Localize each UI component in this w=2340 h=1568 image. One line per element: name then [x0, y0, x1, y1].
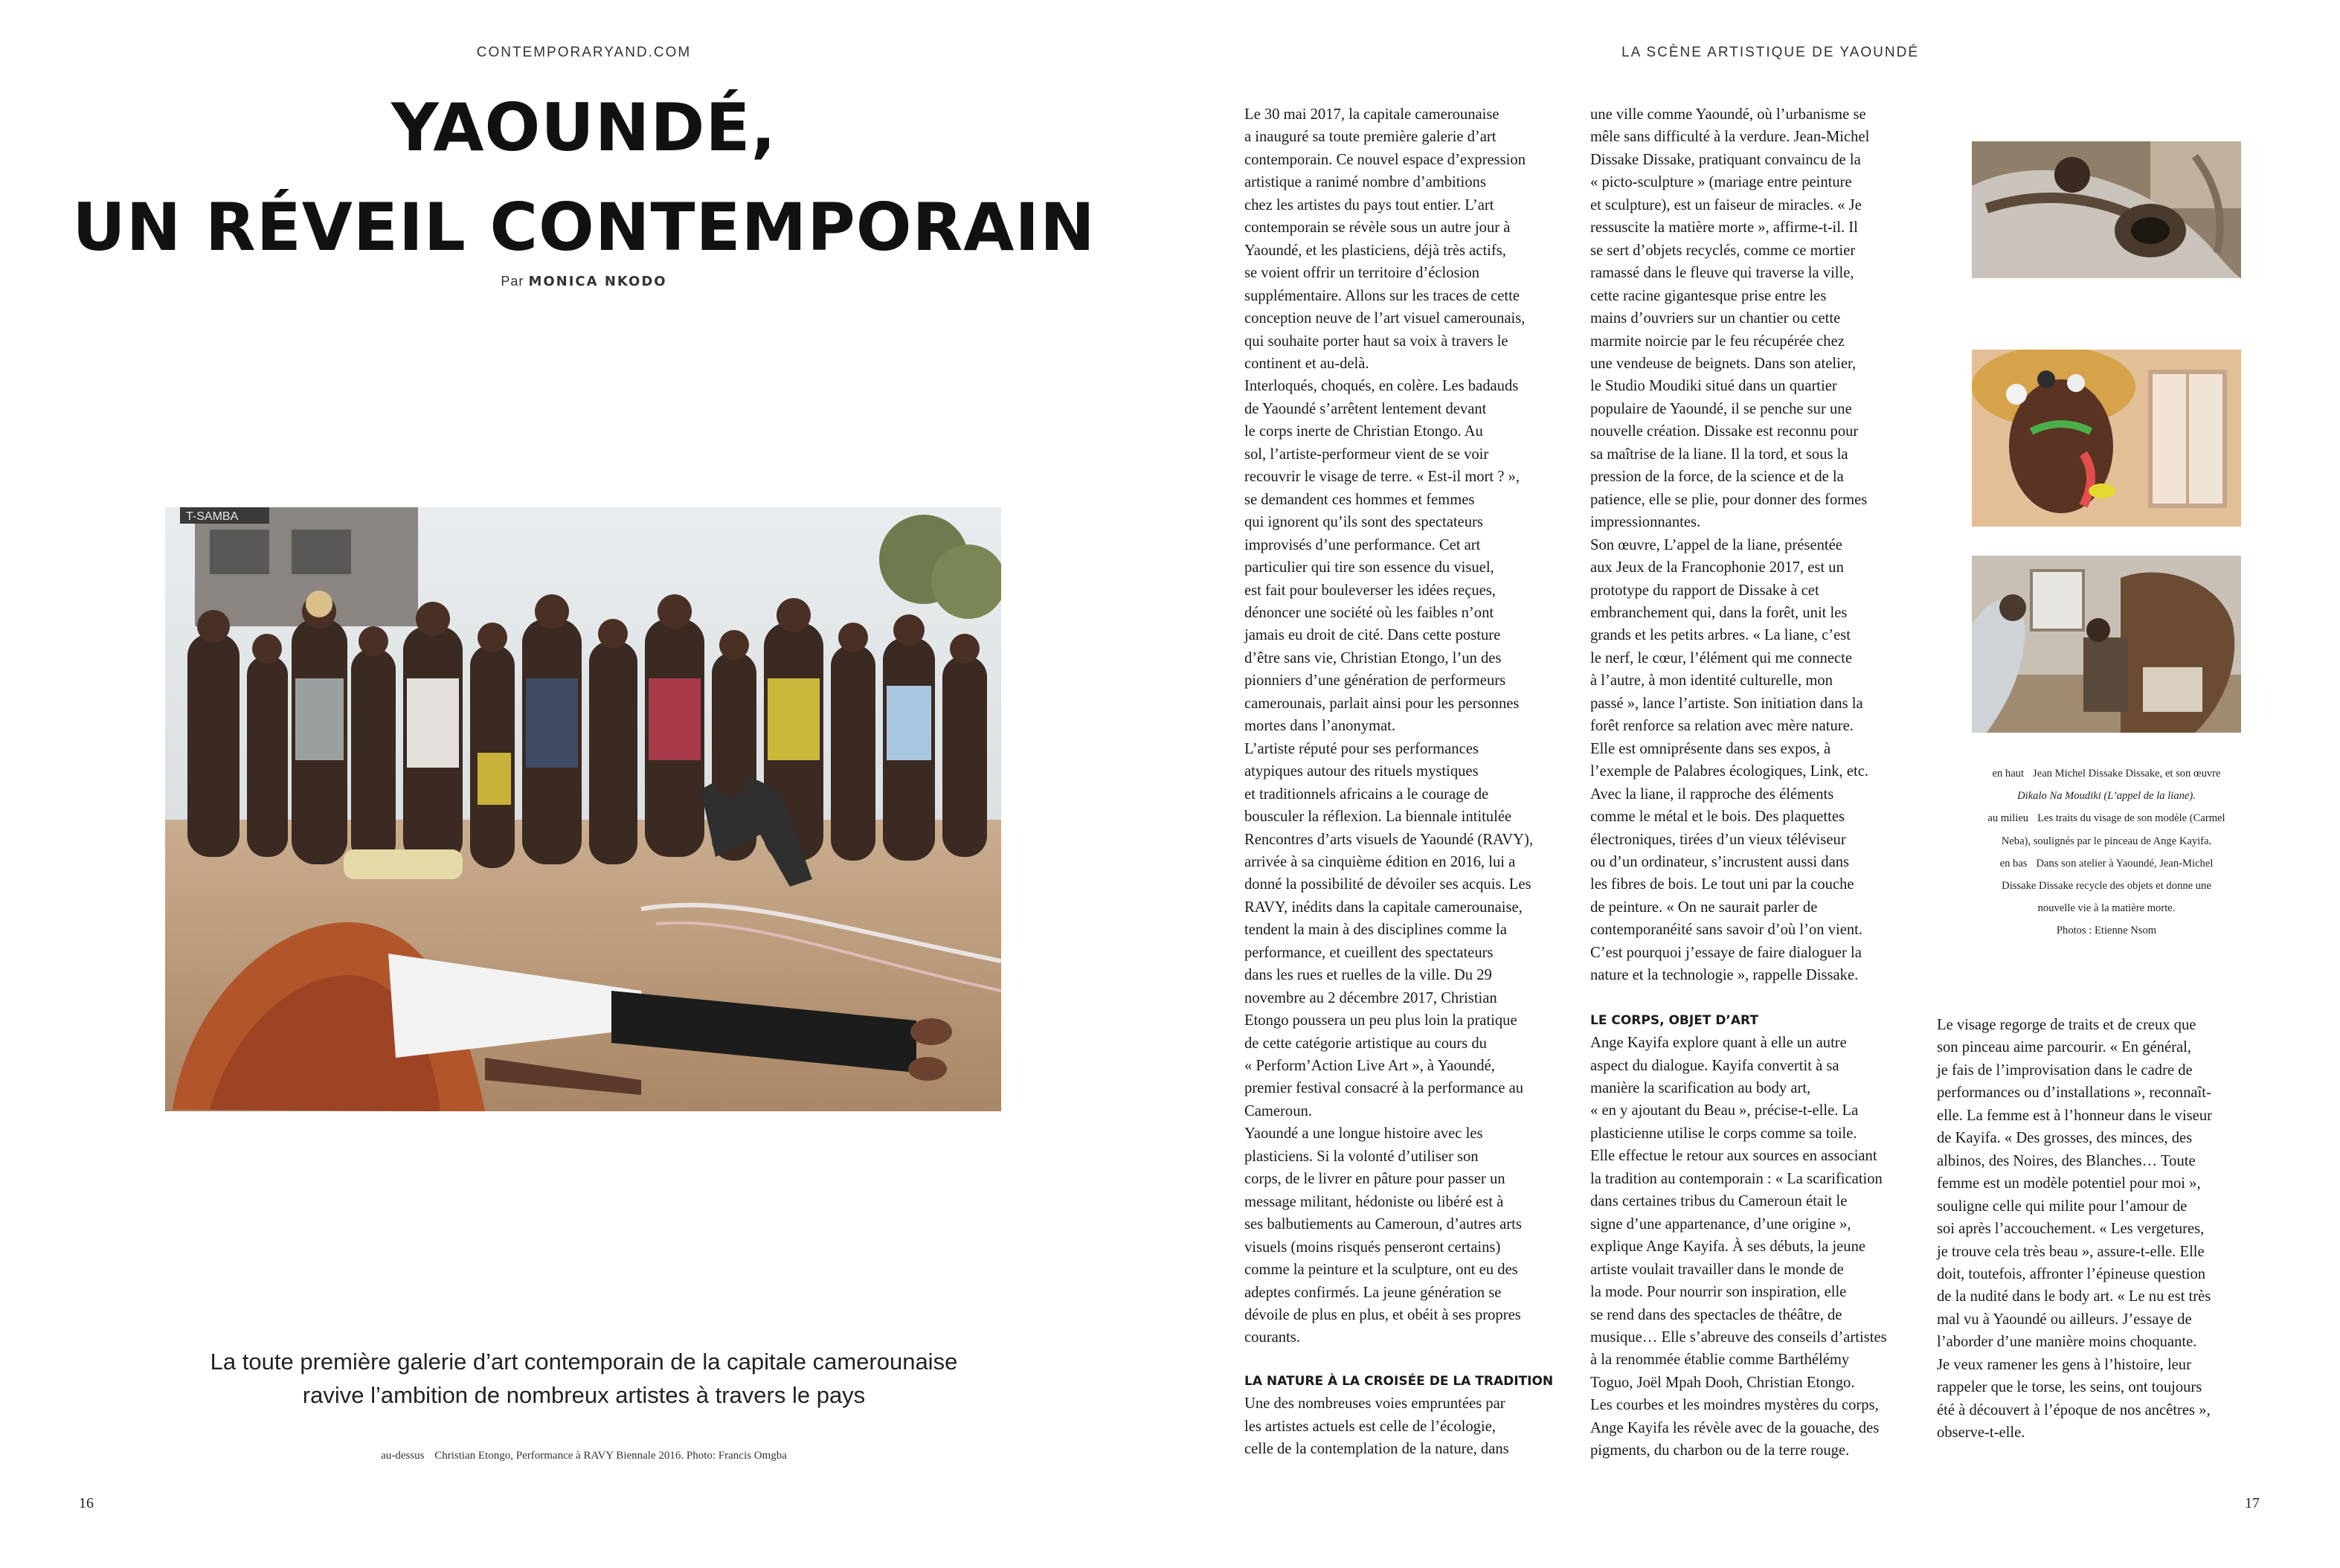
- text-line: RAVY, inédits dans la capitale camerounaise,: [1244, 899, 1523, 916]
- caption-middle-label: au milieu: [1987, 812, 2029, 825]
- text-line: performance, et cueillent des spectateurs: [1244, 944, 1494, 961]
- text-line: embranchement qui, dans la forêt, unit les: [1590, 604, 1848, 621]
- text-line: se voient offrir un territoire d’éclosion: [1244, 265, 1479, 282]
- col1-body: [1244, 103, 1587, 1349]
- caption-bottom-text: Dans son atelier à Yaoundé, Jean-Michel: [2036, 857, 2214, 870]
- caption-text: Christian Etongo, Performance à RAVY Biennale 2016. Photo: Francis Omgba: [434, 1450, 787, 1462]
- text-line: à la renommée établie comme Barthélémy: [1590, 1352, 1850, 1369]
- text-line: ramassé dans le fleuve qui traverse la ville,: [1590, 265, 1854, 282]
- painted-face-illustration: [1972, 350, 2241, 527]
- text-line: passé », lance l’artiste. Son initiation dans la: [1590, 695, 1863, 712]
- caption-top-text-2: Dikalo Na Moudiki (L’appel de la liane).: [2017, 790, 2196, 803]
- heading-corps: LE CORPS, OBJET D’ART: [1590, 1012, 1758, 1028]
- text-line: la tradition au contemporain : « La scarification: [1590, 1170, 1883, 1187]
- text-line: dénoncer une société où les faibles n’ont: [1244, 604, 1494, 621]
- side-photo-top: [1972, 141, 2241, 278]
- text-line: Je veux ramener les gens à l’histoire, leur: [1937, 1356, 2191, 1373]
- text-line: qui ignorent qu’ils sont des spectateurs: [1244, 514, 1483, 531]
- text-line: performances ou d’installations », reconnaît-: [1937, 1085, 2211, 1102]
- text-line: elle. La femme est à l’honneur dans le viseur: [1937, 1107, 2212, 1124]
- text-line: a inauguré sa toute première galerie d’art: [1244, 129, 1497, 146]
- text-line: rappeler que le torse, les seins, ont toujours: [1937, 1379, 2202, 1396]
- page-number-left: 16: [79, 1495, 94, 1511]
- caption-middle-text-2: Neba), soulignés par le pinceau de Ange Kayifa.: [2001, 835, 2212, 847]
- text-line: le Studio Moudiki situé dans un quartier: [1590, 378, 1837, 395]
- text-line: forêt renforce sa relation avec mère nature.: [1590, 718, 1854, 735]
- text-line: Ange Kayifa explore quant à elle un autre: [1590, 1035, 1847, 1052]
- running-head-left: CONTEMPORARYAND.COM: [476, 45, 692, 60]
- caption-bottom-label: en bas: [1999, 857, 2028, 870]
- text-line: mains d’ouvriers sur un chantier ou cette: [1590, 310, 1841, 327]
- text-line: Elle est omniprésente dans ses expos, à: [1590, 740, 1831, 757]
- text-line: signe d’une appartenance, d’une origine »,: [1590, 1215, 1851, 1233]
- deck-line-1: La toute première galerie d’art contemporain de la capitale camerounaise: [210, 1349, 958, 1375]
- text-line: de Kayifa. « Des grosses, des minces, des: [1937, 1130, 2193, 1147]
- text-line: l’aborder d’une manière moins choquante.: [1937, 1334, 2197, 1351]
- column-3: [1937, 1014, 2286, 1445]
- text-line: femme est un modèle potentiel pour moi »,: [1937, 1175, 2201, 1192]
- text-line: celle de la contemplation de la nature, dans: [1244, 1441, 1509, 1458]
- text-line: jamais eu droit de cité. Dans cette posture: [1244, 627, 1501, 644]
- text-line: Ange Kayifa les révèle avec de la gouache, des: [1590, 1419, 1880, 1436]
- text-line: soi après l’accouchement. « Les vergetures,: [1937, 1221, 2205, 1238]
- main-photo-performance: [165, 507, 1001, 1111]
- byline: [0, 274, 1168, 289]
- text-line: nouvelle création. Dissake est reconnu pour: [1590, 423, 1859, 440]
- text-line: se sert d’objets recyclés, comme ce mortier: [1590, 242, 1856, 259]
- text-line: Les courbes et les moindres mystères du corps,: [1590, 1397, 1879, 1414]
- text-line: aux Jeux de la Francophonie 2017, est un: [1590, 559, 1844, 576]
- text-line: le corps inerte de Christian Etongo. Au: [1244, 423, 1483, 440]
- text-line: se demandent ces hommes et femmes: [1244, 491, 1475, 508]
- text-line: Une des nombreuses voies empruntées par: [1244, 1395, 1505, 1413]
- text-line: à l’autre, à mon identité culturelle, mon: [1590, 672, 1833, 690]
- text-line: contemporanéité sans savoir d’où l’on vient.: [1590, 922, 1863, 939]
- caption-top-label: en haut: [1992, 768, 2025, 780]
- col2-body: [1590, 103, 1932, 987]
- text-line: supplémentaire. Allons sur les traces de cette: [1244, 287, 1520, 304]
- text-line: l’exemple de Palabres écologiques, Link, etc.: [1590, 763, 1868, 780]
- caption-bottom-text-2: Dissake Dissake recycle des objets et donne une: [2002, 880, 2211, 893]
- text-line: son pinceau aime parcourir. « En général,: [1937, 1039, 2191, 1056]
- sculpture-illustration: [1972, 141, 2241, 278]
- text-line: bousculer la réflexion. La biennale intitulée: [1244, 809, 1512, 826]
- text-line: Elle effectue le retour aux sources en associant: [1590, 1148, 1877, 1165]
- atelier-illustration: [1972, 556, 2241, 733]
- text-line: d’être sans vie, Christian Etongo, l’un des: [1244, 649, 1502, 666]
- text-line: populaire de Yaoundé, il se penche sur une: [1590, 400, 1852, 417]
- text-line: comme la peinture et la sculpture, ont eu des: [1244, 1262, 1518, 1279]
- performance-illustration: [165, 507, 1001, 1111]
- side-photo-middle: [1972, 350, 2241, 527]
- text-line: Son œuvre, L’appel de la liane, présentée: [1590, 536, 1842, 553]
- text-line: Interloqués, choqués, en colère. Les badauds: [1244, 378, 1519, 395]
- text-line: Avec la liane, il rapproche des éléments: [1590, 785, 1834, 803]
- text-line: mêle sans difficulté à la verdure. Jean-Michel: [1590, 129, 1870, 146]
- col1-after: [1244, 1392, 1587, 1460]
- article-title: [0, 78, 1168, 277]
- title-line-2: UN RÉVEIL CONTEMPORAIN: [72, 189, 1096, 266]
- text-line: courants.: [1244, 1329, 1300, 1346]
- running-head-right: LA SCÈNE ARTISTIQUE DE YAOUNDÉ: [1621, 45, 1919, 60]
- text-line: Le 30 mai 2017, la capitale camerounaise: [1244, 106, 1500, 123]
- caption-label: au-dessus: [381, 1450, 425, 1462]
- text-line: Le visage regorge de traits et de creux que: [1937, 1017, 2196, 1033]
- text-line: recouvrir le visage de terre. « Est-il mort ? »,: [1244, 469, 1520, 486]
- text-line: se rend dans des spectacles de théâtre, de: [1590, 1306, 1842, 1323]
- text-line: aspect du dialogue. Kayifa convertit à sa: [1590, 1057, 1839, 1074]
- text-line: cette racine gigantesque prise entre les: [1590, 287, 1827, 304]
- text-line: ou d’un ordinateur, s’incrustent aussi dans: [1590, 853, 1850, 870]
- text-line: comme le métal et le bois. Des plaquettes: [1590, 809, 1845, 826]
- text-line: artistique a ranimé nombre d’ambitions: [1244, 174, 1486, 191]
- text-line: arrivée à sa cinquième édition en 2016, lui a: [1244, 853, 1516, 870]
- page-number-right: 17: [2245, 1495, 2260, 1511]
- text-line: corps, de le livrer en pâture pour passer un: [1244, 1171, 1505, 1188]
- text-line: mal vu à Yaoundé ou ailleurs. J’essaye de: [1937, 1311, 2192, 1328]
- text-line: albinos, des Noires, des Blanches… Toute: [1937, 1152, 2196, 1169]
- text-line: Toguo, Joël Mpah Dooh, Christian Etongo.: [1590, 1374, 1855, 1391]
- text-line: plasticienne utilise le corps comme sa toile.: [1590, 1125, 1857, 1142]
- text-line: une vendeuse de beignets. Dans son atelier,: [1590, 355, 1857, 372]
- col3-body: [1937, 1014, 2286, 1445]
- text-line: plasticiens. Si la volonté d’utiliser son: [1244, 1148, 1479, 1165]
- text-line: Dissake Dissake, pratiquant convaincu de la: [1590, 151, 1861, 168]
- text-line: grands et les petits arbres. « La liane, c’est: [1590, 627, 1851, 644]
- text-line: Yaoundé, et les plasticiens, déjà très actifs,: [1244, 242, 1506, 259]
- text-line: particulier qui tire son essence du visuel,: [1244, 559, 1494, 576]
- text-line: de cette catégorie artistique au cours du: [1244, 1035, 1487, 1052]
- text-line: atypiques autour des rituels mystiques: [1244, 763, 1479, 780]
- text-line: observe-t-elle.: [1937, 1424, 2025, 1442]
- text-line: souligne celle qui milite pour l’amour de: [1937, 1198, 2188, 1215]
- text-line: visuels (moins risqués penseront certains): [1244, 1238, 1501, 1256]
- text-line: sol, l’artiste-performeur vient de se voir: [1244, 446, 1489, 463]
- text-line: nature et la technologie », rappelle Dissake.: [1590, 967, 1859, 984]
- text-line: ses balbutiements au Cameroun, d’autres arts: [1244, 1216, 1522, 1233]
- text-line: adeptes confirmés. La jeune génération se: [1244, 1284, 1502, 1301]
- text-line: continent et au-delà.: [1244, 355, 1369, 372]
- text-line: conception neuve de l’art visuel camerounais,: [1244, 310, 1526, 327]
- text-line: Cameroun.: [1244, 1102, 1312, 1119]
- text-line: les fibres de bois. Le tout uni par la couche: [1590, 876, 1854, 893]
- text-line: mortes dans l’anonymat.: [1244, 718, 1396, 735]
- text-line: musique… Elle s’abreuve des conseils d’artistes: [1590, 1329, 1887, 1346]
- text-line: premier festival consacré à la performance au: [1244, 1080, 1524, 1097]
- text-line: tendent la main à des disciplines comme la: [1244, 922, 1507, 939]
- text-line: « Perform’Action Live Art », à Yaoundé,: [1244, 1058, 1495, 1075]
- text-line: Rencontres d’arts visuels de Yaoundé (RAVY),: [1244, 831, 1533, 848]
- text-line: le nerf, le cœur, l’élément qui me connecte: [1590, 649, 1852, 666]
- text-line: pigments, du charbon ou de la terre rouge.: [1590, 1442, 1850, 1459]
- text-line: chez les artistes du pays tout entier. L’art: [1244, 196, 1494, 213]
- text-line: et traditionnels africains a le courage de: [1244, 785, 1489, 803]
- text-line: Yaoundé a une longue histoire avec les: [1244, 1125, 1483, 1143]
- deck-line-2: ravive l’ambition de nombreux artistes à travers le pays: [302, 1382, 866, 1408]
- text-line: message militant, hédoniste ou libéré est à: [1244, 1193, 1504, 1210]
- text-line: camerounais, parlait ainsi pour les personnes: [1244, 695, 1520, 712]
- text-line: doit, toutefois, affronter l’épineuse question: [1937, 1265, 2206, 1282]
- column-1: [1244, 103, 1587, 1461]
- text-line: « picto-sculpture » (mariage entre peinture: [1590, 174, 1852, 191]
- text-line: explique Ange Kayifa. À ses débuts, la jeune: [1590, 1238, 1866, 1256]
- byline-author: MONICA NKODO: [528, 274, 667, 289]
- text-line: prototype du rapport de Dissake à cet: [1590, 582, 1819, 599]
- text-line: contemporain se révèle sous un autre jour à: [1244, 219, 1511, 237]
- text-line: je fais de l’improvisation dans le cadre de: [1937, 1061, 2193, 1079]
- byline-prefix: Par: [501, 274, 524, 289]
- text-line: été à découvert à l’époque de nos ancêtres »,: [1937, 1401, 2211, 1418]
- heading-nature: LA NATURE À LA CROISÉE DE LA TRADITION: [1244, 1373, 1554, 1389]
- text-line: de la nudité dans le body art. « Le nu est très: [1937, 1288, 2211, 1305]
- text-line: impressionnantes.: [1590, 514, 1701, 531]
- text-line: Etongo poussera un peu plus loin la pratique: [1244, 1012, 1517, 1029]
- text-line: dévoile de plus en plus, et obéit à ses propres: [1244, 1307, 1521, 1324]
- col2-after: [1590, 1032, 1932, 1462]
- text-line: je trouve cela très beau », assure-t-elle. Elle: [1937, 1243, 2205, 1260]
- text-line: L’artiste réputé pour ses performances: [1244, 740, 1479, 757]
- text-line: pression de la force, de la science et de la: [1590, 469, 1844, 486]
- text-line: est fait pour bouleverser les idées reçues,: [1244, 582, 1496, 599]
- text-line: « en y ajoutant du Beau », précise-t-elle. La: [1590, 1102, 1859, 1119]
- text-line: et sculpture), est un faiseur de miracles. « Je: [1590, 196, 1862, 213]
- text-line: de peinture. « On ne saurait parler de: [1590, 899, 1818, 916]
- photo-sign-text: T-SAMBA: [186, 510, 239, 523]
- text-line: sa maîtrise de la liane. Il la tord, et sous la: [1590, 446, 1848, 463]
- text-line: qui souhaite porter haut sa voix à travers le: [1244, 332, 1508, 350]
- caption-bottom: [1934, 852, 2279, 875]
- text-line: la mode. Pour nourrir son inspiration, elle: [1590, 1284, 1847, 1301]
- text-line: novembre au 2 décembre 2017, Christian: [1244, 989, 1497, 1006]
- text-line: C’est pourquoi j’essaye de faire dialoguer la: [1590, 944, 1862, 961]
- text-line: donné la possibilité de dévoiler ses acquis. Les: [1244, 876, 1531, 893]
- text-line: pionniers d’une génération de performeurs: [1244, 672, 1506, 690]
- text-line: les artistes actuels est celle de l’écologie,: [1244, 1418, 1496, 1435]
- text-line: dans certaines tribus du Cameroun était le: [1590, 1193, 1848, 1210]
- text-line: artiste voulait travailler dans le monde de: [1590, 1261, 1844, 1278]
- text-line: manière la scarification au body art,: [1590, 1080, 1811, 1097]
- text-line: une ville comme Yaoundé, où l’urbanisme se: [1590, 106, 1866, 123]
- text-line: ressuscite la matière morte », affirme-t-il. Il: [1590, 219, 1858, 237]
- text-line: dans les rues et ruelles de la ville. Du 29: [1244, 967, 1492, 984]
- caption-bottom-text-3: nouvelle vie à la matière morte.: [2037, 902, 2176, 915]
- caption-top: [1934, 762, 2279, 785]
- title-line-1: YAOUNDÉ,: [391, 89, 777, 166]
- text-line: électroniques, tirées d’un vieux téléviseur: [1590, 831, 1846, 848]
- text-line: improvisés d’une performance. Cet art: [1244, 536, 1481, 553]
- photo-caption: [0, 1445, 1168, 1467]
- caption-middle-text: Les traits du visage de son modèle (Carmel: [2037, 812, 2225, 825]
- text-line: contemporain. Ce nouvel espace d’expression: [1244, 151, 1526, 168]
- text-line: patience, elle se plie, pour donner des formes: [1590, 491, 1868, 508]
- photo-credit: Photos : Etienne Nsom: [2056, 925, 2157, 937]
- caption-top-text: Jean Michel Dissake Dissake, et son œuvre: [2033, 768, 2221, 780]
- caption-middle: [1934, 807, 2279, 829]
- text-line: marmite noircie par le feu récupérée chez: [1590, 332, 1845, 350]
- column-2: [1590, 103, 1932, 1462]
- text-line: de Yaoundé s’arrêtent lentement devant: [1244, 400, 1487, 417]
- deck: [0, 1345, 1168, 1412]
- side-photo-bottom: [1972, 556, 2241, 733]
- side-captions: [1934, 762, 2279, 942]
